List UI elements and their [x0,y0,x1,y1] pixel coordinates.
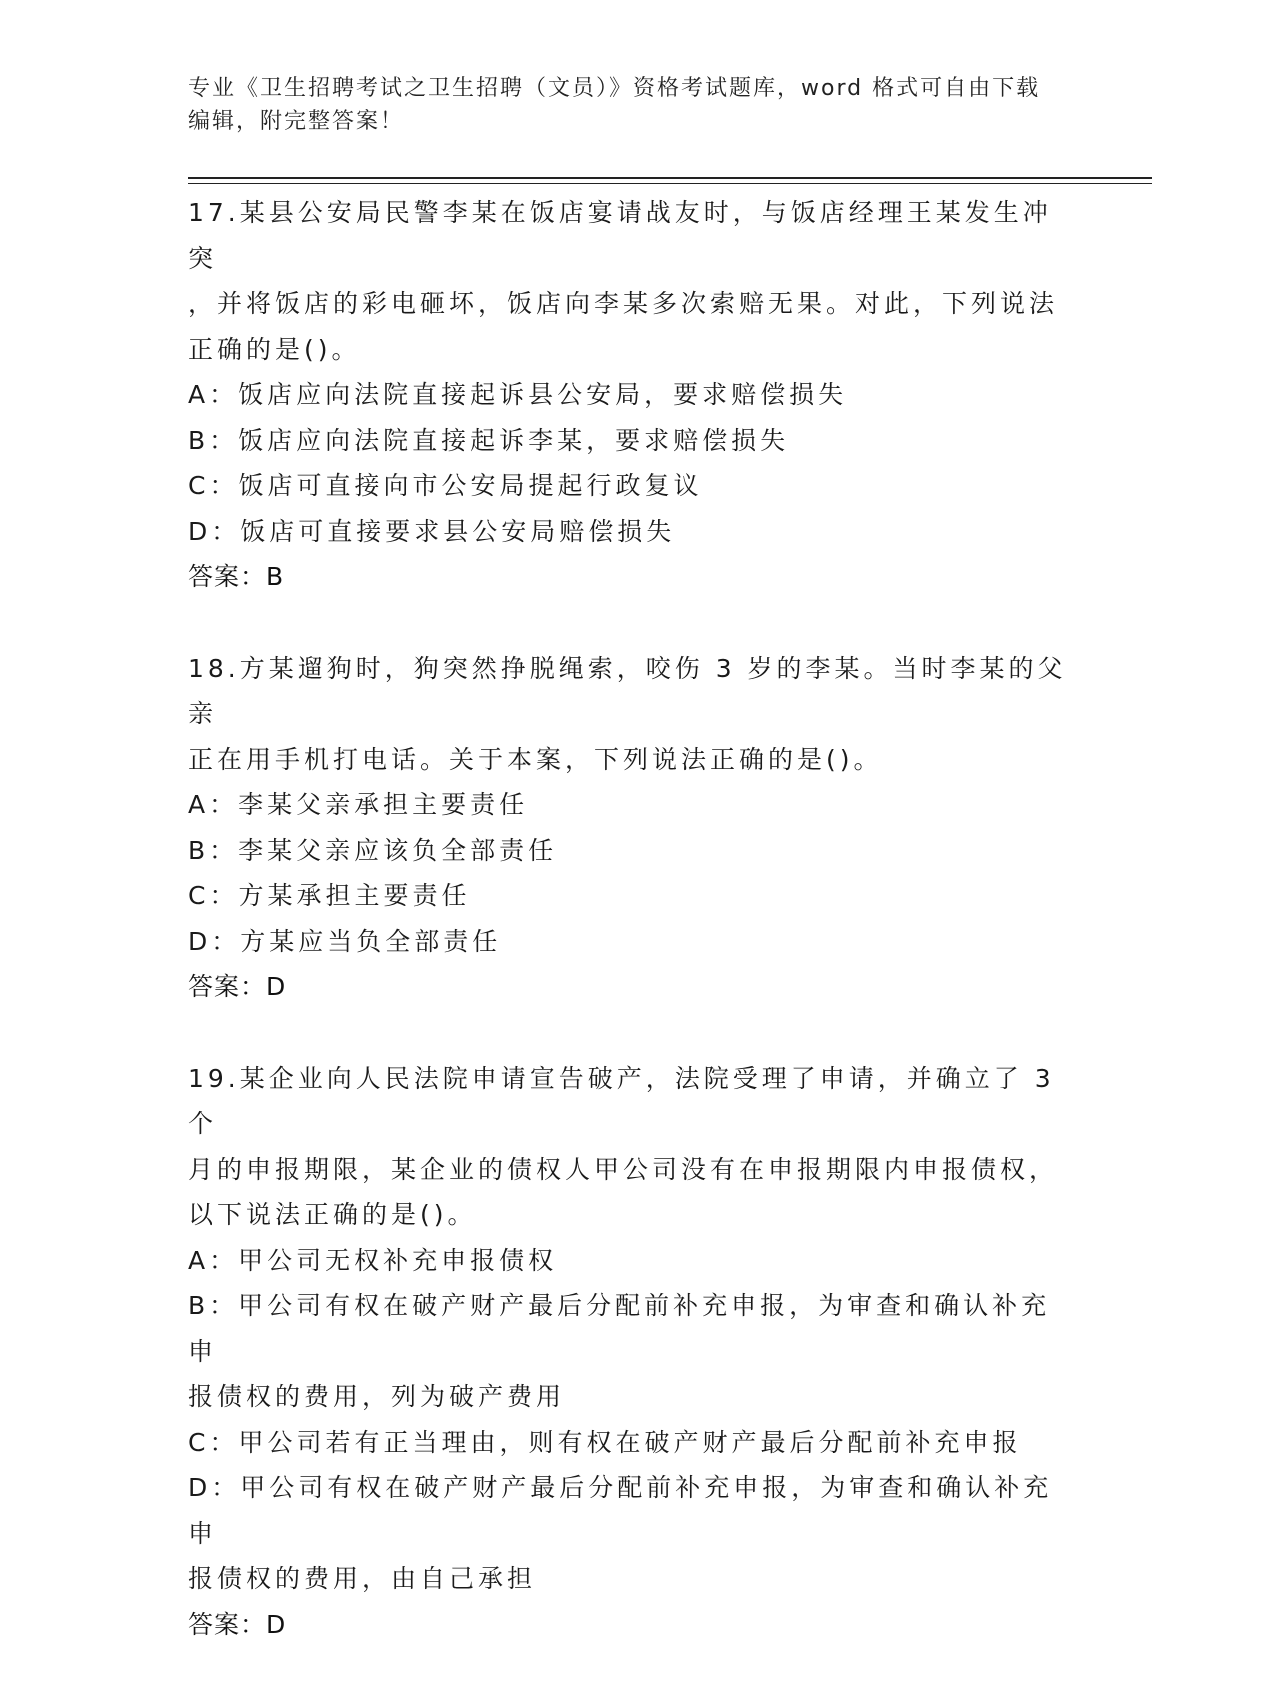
answer-option-line: B：饭店应向法院直接起诉李某，要求赔偿损失 [188,425,790,455]
question-stem-line: ，并将饭店的彩电砸坏，饭店向李某多次索赔无果。对此，下列说法 [188,289,1059,318]
header-divider-thick [188,177,1152,179]
question-stem-line: 月的申报期限，某企业的债权人甲公司没有在申报期限内申报债权， [188,1154,1059,1184]
answer-key: 答案：D [188,1609,287,1639]
answer-option-line: D：饭店可直接要求县公安局赔偿损失 [188,516,676,546]
answer-option-line: C：甲公司若有正当理由，则有权在破产财产最后分配前补充申报 [188,1427,1022,1457]
answer-option-line: C：方某承担主要责任 [188,881,471,910]
question-stem-line: 以下说法正确的是()。 [188,1200,477,1229]
question-stem-line: 17.某县公安局民警李某在饭店宴请战友时，与饭店经理王某发生冲突 [188,198,1052,273]
question-stem-line: 19.某企业向人民法院申请宣告破产，法院受理了申请，并确立了 3 个 [188,1063,1055,1138]
question-block [188,646,1078,1010]
answer-key: 答案：D [188,972,287,1001]
header-line-1: 专业《卫生招聘考试之卫生招聘（文员）》资格考试题库，word 格式可自由下载 [188,76,1041,101]
header-line-2: 编辑，附完整答案！ [188,109,405,134]
answer-option-line: 报债权的费用，由自己承担 [188,1564,537,1593]
answer-option-line: A：饭店应向法院直接起诉县公安局，要求赔偿损失 [188,380,848,409]
answer-option-line: C：饭店可直接向市公安局提起行政复议 [188,471,703,500]
answer-option-line: A：甲公司无权补充申报债权 [188,1245,558,1275]
answer-key: 答案：B [188,562,285,591]
answer-option-line: 报债权的费用，列为破产费用 [188,1382,566,1411]
document-header [188,72,1068,138]
answer-option-line: B：甲公司有权在破产财产最后分配前补充申报，为审查和确认补充申 [188,1291,1051,1366]
answer-option-line: A：李某父亲承担主要责任 [188,790,529,819]
answer-option-line: B：李某父亲应该负全部责任 [188,835,558,865]
answer-option-line: D：方某应当负全部责任 [188,926,502,956]
answer-option-line: D：甲公司有权在破产财产最后分配前补充申报，为审查和确认补充申 [188,1473,1053,1548]
question-block [188,190,1078,600]
question-block [188,1056,1078,1648]
header-divider-thin [188,183,1152,184]
question-stem-line: 正在用手机打电话。关于本案，下列说法正确的是()。 [188,744,883,774]
question-list [188,190,1078,1693]
question-stem-line: 正确的是()。 [188,334,361,364]
question-stem-line: 18.方某遛狗时，狗突然挣脱绳索，咬伤 3 岁的李某。当时李某的父亲 [188,653,1067,728]
